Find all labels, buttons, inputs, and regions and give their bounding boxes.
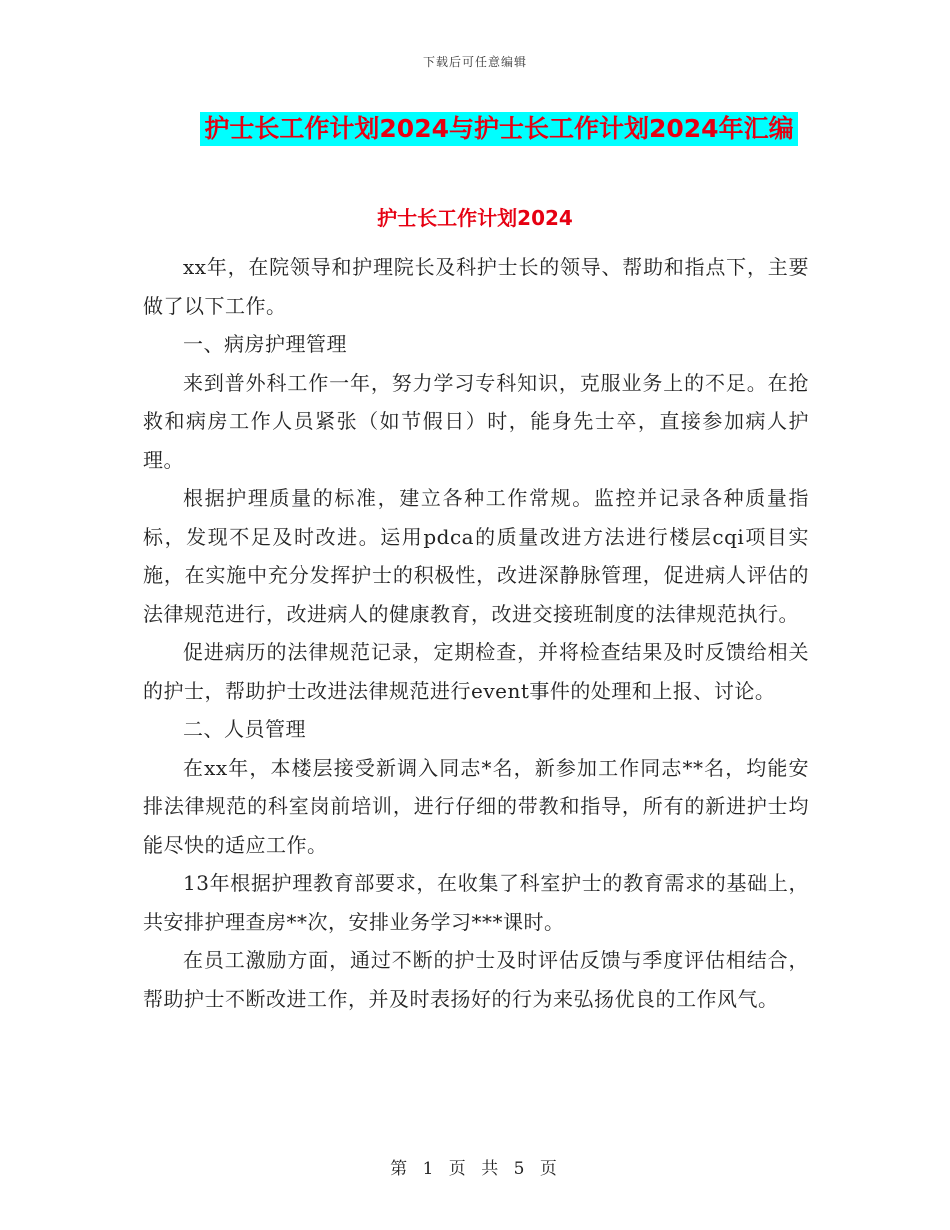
paragraph: 在员工激励方面，通过不断的护士及时评估反馈与季度评估相结合，帮助护士不断改进工作，并及时表扬好的行为来弘扬优良的工作风气。 — [143, 948, 809, 1011]
paragraph: 来到普外科工作一年，努力学习专科知识，克服业务上的不足。在抢救和病房工作人员紧张（如节假日）时，能身先士卒，直接参加病人护理。 — [143, 370, 809, 472]
document-body — [143, 248, 809, 1018]
page-header-note: 下载后可任意编辑 — [422, 55, 527, 69]
paragraph: 13年根据护理教育部要求，在收集了科室护士的教育需求的基础上，共安排护理查房**次，安排业务学习***课时。 — [143, 871, 809, 934]
document-title-container — [0, 112, 950, 146]
document-title: 护士长工作计划2024与护士长工作计划2024年汇编 — [200, 112, 797, 146]
page-number-footer: 第 1 页 共 5 页 — [390, 1159, 560, 1179]
section-heading: 一、病房护理管理 — [183, 332, 347, 356]
paragraph: 促进病历的法律规范记录，定期检查，并将检查结果及时反馈给相关的护士，帮助护士改进法律规范进行event事件的处理和上报、讨论。 — [143, 640, 809, 703]
paragraph: 根据护理质量的标准，建立各种工作常规。监控并记录各种质量指标，发现不足及时改进。运用pdca的质量改进方法进行楼层cqi项目实施，在实施中充分发挥护士的积极性，改进深静脉管理，促进病人评估的法律规范进行，改进病人的健康教育，改进交接班制度的法律规范执行。 — [143, 486, 809, 626]
section-title: 护士长工作计划2024 — [377, 206, 573, 230]
paragraph: xx年，在院领导和护理院长及科护士长的领导、帮助和指点下，主要做了以下工作。 — [143, 255, 809, 318]
section-heading: 二、人员管理 — [183, 717, 306, 741]
paragraph: 在xx年，本楼层接受新调入同志*名，新参加工作同志**名，均能安排法律规范的科室岗前培训，进行仔细的带教和指导，所有的新进护士均能尽快的适应工作。 — [143, 755, 809, 857]
